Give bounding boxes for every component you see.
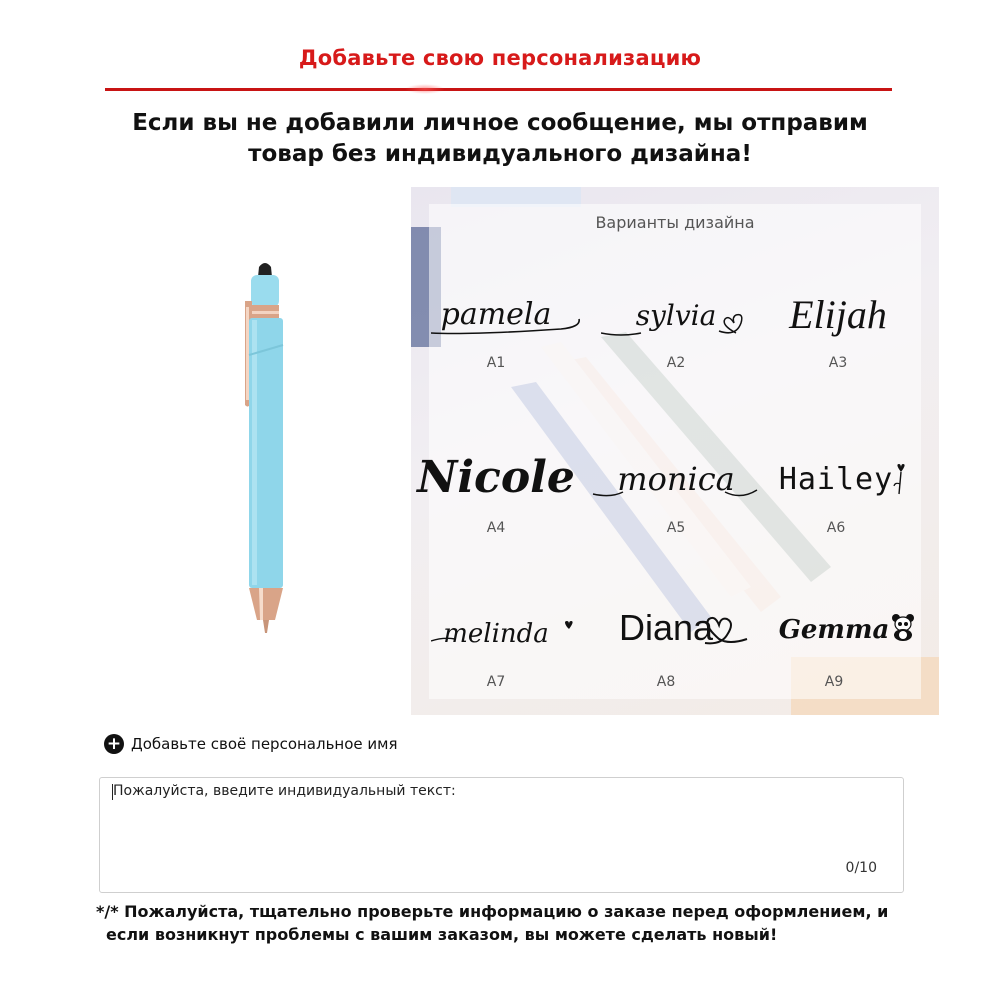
design-option-a9[interactable] [749, 599, 919, 699]
personalization-notice [0, 108, 1000, 170]
design-name: Nicole [417, 452, 575, 503]
design-name: Hailey [778, 462, 894, 497]
design-name: sylvia [635, 299, 717, 332]
flower-icon [891, 462, 911, 496]
heading-divider [105, 88, 892, 91]
swash-icon [431, 309, 581, 339]
design-code: A7 [486, 674, 506, 690]
footnote-line-2: если возникнут проблемы с вашим заказом, вы можете сделать новый! [106, 925, 778, 944]
design-name: melinda [443, 619, 549, 649]
design-name: Elijah [789, 292, 887, 337]
design-option-a1[interactable] [411, 287, 581, 387]
design-option-a8[interactable] [581, 599, 751, 699]
custom-text-input[interactable] [99, 777, 904, 893]
order-footnote [96, 900, 916, 946]
add-name-label: Добавьте своё персональное имя [131, 735, 398, 753]
swash-icon [591, 476, 761, 506]
add-name-row[interactable] [104, 733, 398, 755]
design-code: A6 [826, 520, 846, 536]
panda-icon [891, 613, 915, 641]
input-placeholder: Пожалуйста, введите индивидуальный текст: [113, 783, 456, 799]
design-code: A8 [656, 674, 676, 690]
design-option-a7[interactable] [411, 599, 581, 699]
design-code: A9 [824, 674, 844, 690]
character-counter: 0/10 [845, 860, 877, 876]
pen-product-image [225, 255, 315, 640]
design-panel-title: Варианты дизайна [595, 213, 755, 232]
page-heading: Добавьте свою персонализацию [298, 46, 702, 70]
design-option-a5[interactable] [591, 450, 761, 550]
notice-line-1: Если вы не добавили личное сообщение, мы отправим [132, 110, 868, 136]
design-options-panel [411, 187, 939, 715]
design-name: Diana [618, 607, 714, 648]
heart-icon [701, 609, 751, 649]
footnote-line-1: */* Пожалуйста, тщательно проверьте информацию о заказе перед оформлением, и [96, 902, 889, 921]
design-option-a3[interactable] [753, 287, 923, 387]
notice-line-2: товар без индивидуального дизайна! [248, 141, 752, 167]
design-name: monica [617, 460, 735, 498]
design-option-a4[interactable] [411, 450, 581, 550]
design-name: Gemma [778, 615, 890, 645]
heart-swash-icon [431, 615, 581, 645]
design-option-a2[interactable] [591, 287, 761, 387]
design-code: A4 [486, 520, 506, 536]
design-code: A1 [486, 355, 506, 371]
design-name: pamela [440, 297, 552, 332]
plus-circle-icon[interactable]: + [104, 734, 124, 754]
design-option-a6[interactable] [751, 450, 921, 550]
design-code: A3 [828, 355, 848, 371]
heart-swash-icon [601, 303, 756, 343]
design-code: A5 [666, 520, 686, 536]
design-code: A2 [666, 355, 686, 371]
